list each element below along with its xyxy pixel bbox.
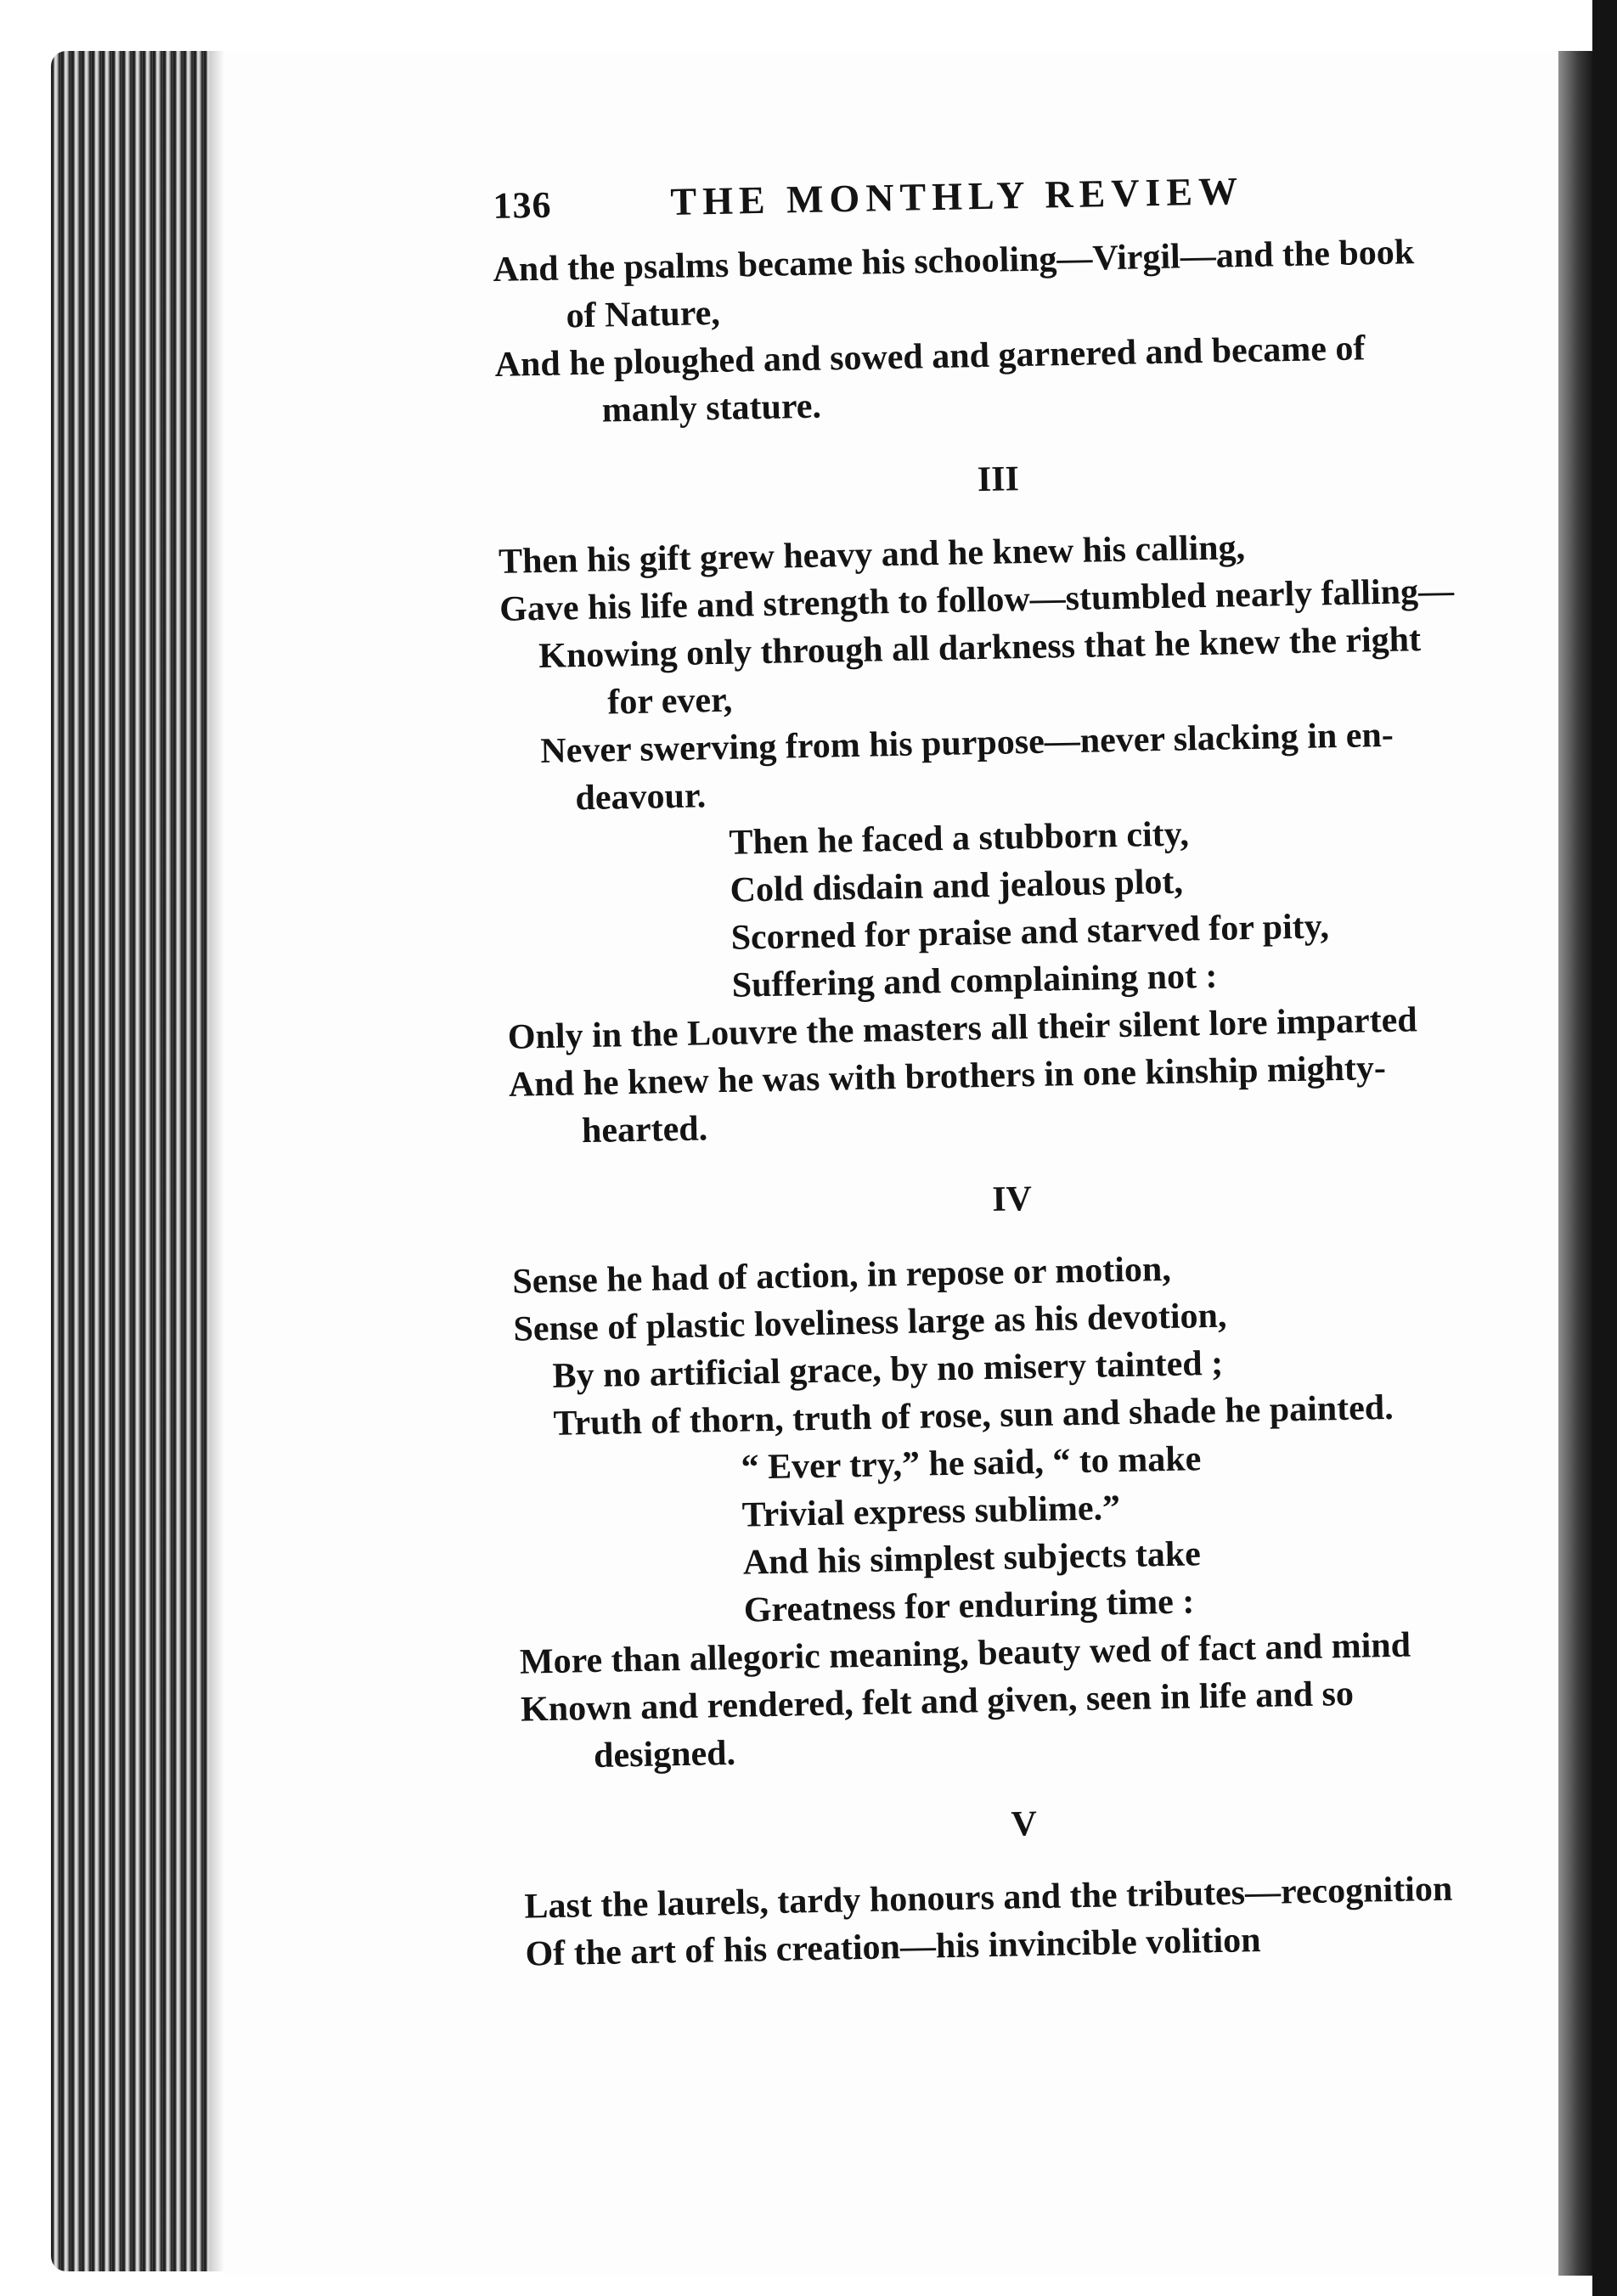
poem-line: hearted. bbox=[581, 1109, 708, 1151]
poem-line: Knowing only through all darkness that he knew the right bbox=[538, 620, 1422, 677]
poem-line: Last the laurels, tardy honours and the tributes—recognition bbox=[524, 1869, 1453, 1927]
page-number: 136 bbox=[493, 183, 552, 227]
page-gutter-shadow bbox=[1558, 51, 1592, 2276]
poem-line: manly stature. bbox=[601, 386, 822, 430]
poem-line: Suffering and complaining not : bbox=[731, 956, 1218, 1005]
poem-line: Then he faced a stubborn city, bbox=[729, 814, 1190, 863]
poem-line: deavour. bbox=[575, 776, 707, 819]
poem-line: Cold disdain and jealous plot, bbox=[730, 862, 1184, 910]
poem-line: Then his gift grew heavy and he knew his calling, bbox=[498, 528, 1246, 582]
poem-line: Known and rendered, felt and given, seen in life and so bbox=[520, 1674, 1355, 1730]
poem-line: Never swerving from his purpose—never slacking in en- bbox=[539, 715, 1394, 772]
poem-line: Greatness for enduring time : bbox=[743, 1582, 1195, 1630]
section-numeral: V bbox=[1011, 1804, 1038, 1844]
poem-line: Sense he had of action, in repose or motion, bbox=[511, 1249, 1172, 1302]
poem-body bbox=[493, 227, 1528, 1978]
poem-line: Gave his life and strength to follow—stumbled nearly falling— bbox=[499, 571, 1455, 629]
poem-line: And he knew he was with brothers in one kinship mighty- bbox=[508, 1048, 1387, 1105]
poem-line: Of the art of his creation—his invincible volition bbox=[525, 1921, 1261, 1974]
poem-line: By no artificial grace, by no misery tainted ; bbox=[552, 1343, 1224, 1396]
running-title: THE MONTHLY REVIEW bbox=[669, 169, 1244, 223]
section-numeral: IV bbox=[991, 1179, 1033, 1219]
poem-line: Truth of thorn, truth of rose, sun and shade he painted. bbox=[553, 1387, 1394, 1443]
poem-line: Scorned for praise and starved for pity, bbox=[730, 907, 1330, 958]
poem-line: More than allegoric meaning, beauty wed of fact and mind bbox=[519, 1625, 1411, 1682]
poem-line: designed. bbox=[593, 1733, 736, 1776]
poem-line: Sense of plastic loveliness large as his devotion, bbox=[513, 1296, 1227, 1349]
poem-line: And his simplest subjects take bbox=[742, 1534, 1202, 1583]
section-numeral: III bbox=[977, 459, 1020, 500]
poem-line: of Nature, bbox=[566, 293, 721, 336]
poem-line: Trivial express sublime.” bbox=[741, 1488, 1121, 1535]
poem-line: Only in the Louvre the masters all their silent lore imparted bbox=[507, 1000, 1418, 1057]
book-fore-edge bbox=[51, 51, 225, 2271]
poem-line: And he ploughed and sowed and garnered and became of bbox=[494, 329, 1366, 385]
poem-line: And the psalms became his schooling—Virgil—and the book bbox=[493, 233, 1415, 290]
poem-line: “ Ever try,” he said, “ to make bbox=[741, 1439, 1202, 1488]
scan-border bbox=[1592, 0, 1617, 2296]
poem-line: for ever, bbox=[606, 680, 733, 723]
